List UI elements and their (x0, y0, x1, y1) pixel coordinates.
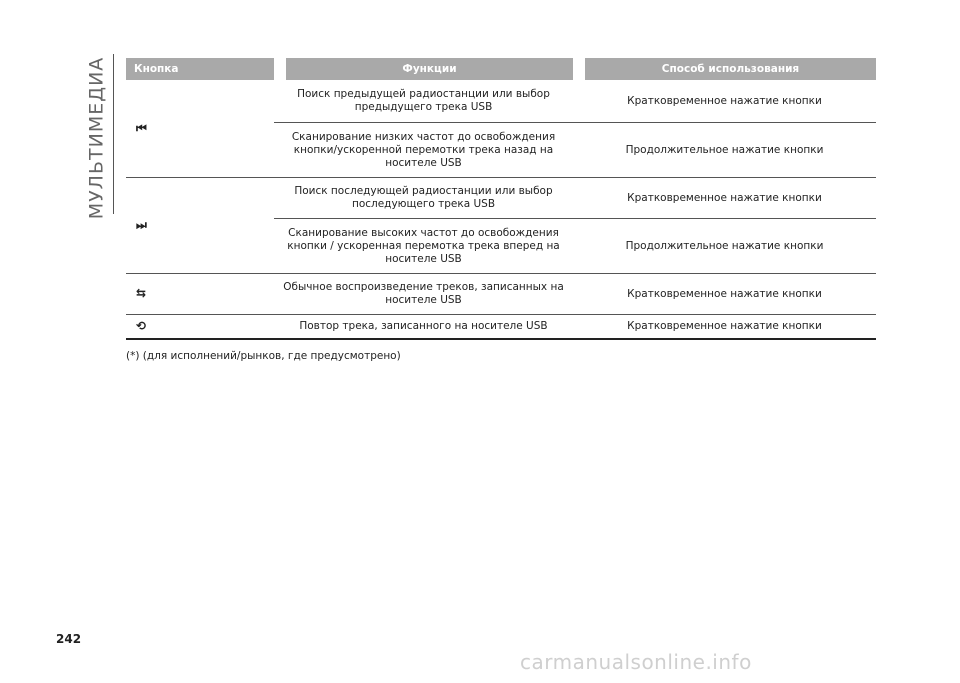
usage-cell: Продолжительное нажатие кнопки (573, 218, 876, 273)
button-cell (126, 273, 274, 314)
section-title (80, 58, 112, 218)
button-cell (126, 314, 274, 340)
table-row (126, 80, 876, 122)
shuffle-icon: ⇆ (136, 286, 146, 300)
function-cell: Поиск последующей радиостанции или выбор последующего трека USB (274, 177, 573, 218)
header-button: Кнопка (126, 58, 274, 80)
function-cell: Сканирование высоких частот до освобождения кнопки / ускоренная перемотка трека вперед на носителе USB (274, 218, 573, 273)
page-number: 242 (56, 632, 82, 646)
section-title-text: МУЛЬТИМЕДИА (85, 56, 108, 220)
usage-cell: Кратковременное нажатие кнопки (627, 94, 822, 107)
usage-cell: Кратковременное нажатие кнопки (573, 273, 876, 314)
header-function: Функции (274, 58, 573, 80)
repeat-icon: ⟲ (136, 318, 146, 333)
function-cell: Сканирование низких частот до освобождения кнопки/ускоренной перемотки трека назад на носителе USB (274, 122, 573, 177)
function-cell: Повтор трека, записанного на носителе USB (274, 314, 573, 340)
table-row (126, 177, 876, 218)
usage-cell: Кратковременное нажатие кнопки (573, 177, 876, 218)
button-cell (126, 177, 274, 273)
button-cell (126, 80, 274, 177)
table-header-row (126, 58, 876, 80)
controls-table (126, 58, 876, 340)
previous-track-icon: ⏮ (136, 120, 146, 135)
function-cell: Обычное воспроизведение треков, записанных на носителе USB (274, 273, 573, 314)
header-usage: Способ использования (573, 58, 876, 80)
function-cell: Поиск предыдущей радиостанции или выбор предыдущего трека USB (297, 88, 550, 113)
table-row (126, 273, 876, 314)
table-row (126, 314, 876, 340)
usage-cell: Кратковременное нажатие кнопки (573, 314, 876, 340)
usage-cell: Продолжительное нажатие кнопки (573, 122, 876, 177)
section-divider (113, 54, 114, 214)
watermark: carmanualsonline.info (520, 650, 752, 674)
footnote: (*) (для исполнений/рынков, где предусмотрено) (126, 350, 401, 362)
next-track-icon: ⏭ (136, 217, 146, 232)
